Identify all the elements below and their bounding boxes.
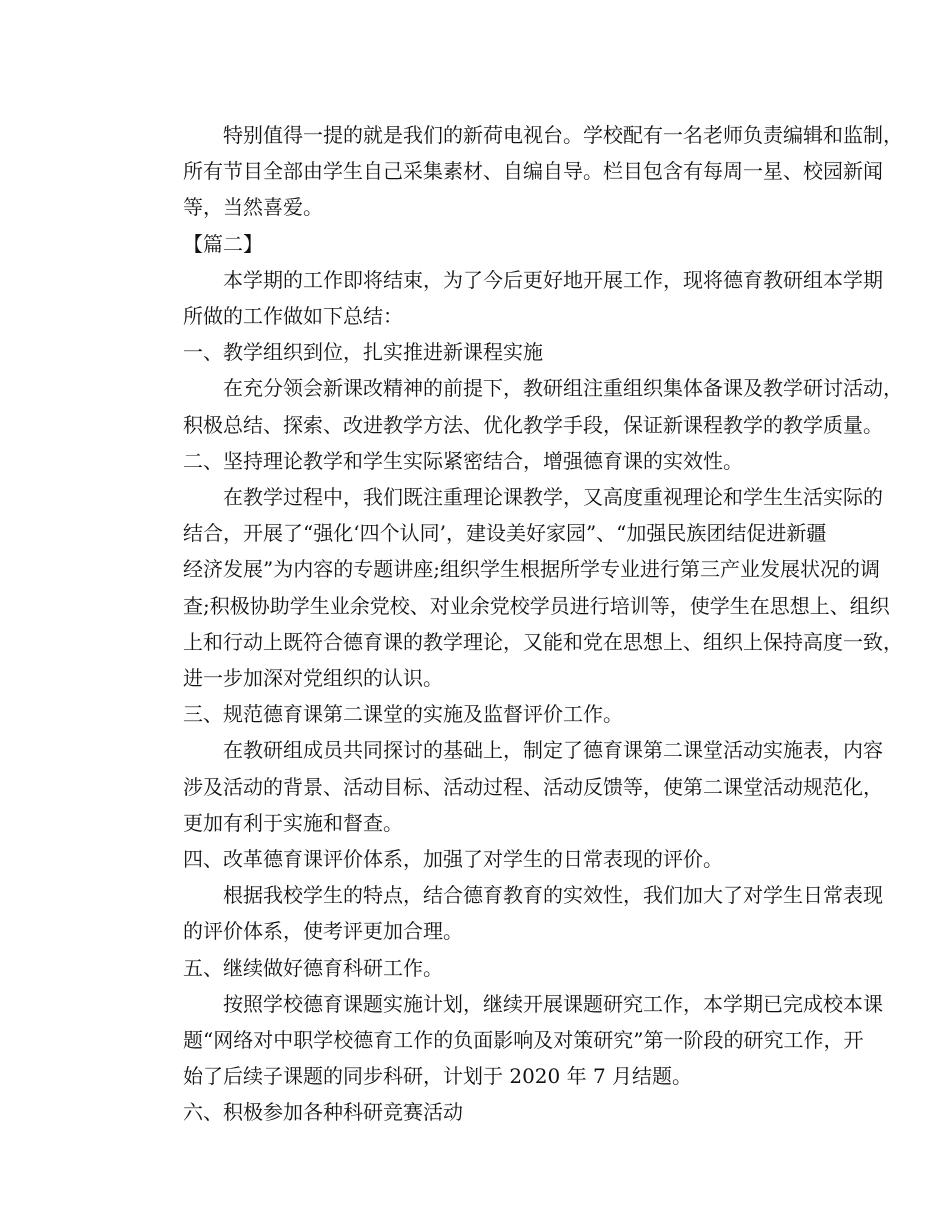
text-line: 按照学校德育课题实施计划，继续开展课题研究工作，本学期已完成校本课 [223, 991, 883, 1016]
text-line: 所做的工作做如下总结： [183, 304, 403, 329]
section-heading: 四、改革德育课评价体系，加强了对学生的日常表现的评价。 [183, 847, 723, 872]
section-heading: 一、教学组织到位，扎实推进新课程实施 [183, 340, 543, 365]
text-line: 涉及活动的背景、活动目标、活动过程、活动反馈等，使第二课堂活动规范化， [183, 774, 883, 799]
section-heading: 二、坚持理论教学和学生实际紧密结合，增强德育课的实效性。 [183, 448, 743, 473]
text-line: 上和行动上既符合德育课的教学理论，又能和党在思想上、组织上保持高度一致， [183, 629, 903, 654]
section-heading: 三、规范德育课第二课堂的实施及监督评价工作。 [183, 702, 623, 727]
text-line: 始了后续子课题的同步科研，计划于 2020 年 7 月结题。 [183, 1064, 693, 1089]
text-line: 等，当然喜爱。 [183, 195, 323, 220]
document-body [143, 117, 903, 1131]
section-heading: 六、积极参加各种科研竞赛活动 [183, 1100, 463, 1125]
text-line: 本学期的工作即将结束，为了今后更好地开展工作，现将德育教研组本学期 [223, 267, 883, 292]
text-line: 经济发展”为内容的专题讲座;组织学生根据所学专业进行第三产业发展状况的调 [183, 557, 880, 582]
paragraph [143, 262, 883, 334]
paragraph [143, 877, 883, 949]
text-line: 更加有利于实施和督查。 [183, 810, 403, 835]
text-line: 所有节目全部由学生自己采集素材、自编自导。栏目包含有每周一星、校园新闻 [183, 159, 883, 184]
paragraph [143, 370, 903, 442]
text-line: 在教学过程中，我们既注重理论课教学，又高度重视理论和学生生活实际的 [223, 485, 883, 510]
text-line: 积极总结、探索、改进教学方法、优化教学手段，保证新课程教学的教学质量。 [183, 412, 883, 437]
text-line: 的评价体系，使考评更加合理。 [183, 919, 463, 944]
section-heading: 【篇二】 [183, 231, 263, 256]
text-line: 结合，开展了“强化‘四个认同’，建设美好家园”、“加强民族团结促进新疆 [183, 521, 827, 546]
section-heading: 五、继续做好德育科研工作。 [183, 955, 443, 980]
text-line: 特别值得一提的就是我们的新荷电视台。学校配有一名老师负责编辑和监制， [223, 123, 903, 147]
text-line: 根据我校学生的特点，结合德育教育的实效性，我们加大了对学生日常表现 [223, 883, 883, 908]
text-line: 题“网络对中职学校德育工作的负面影响及对策研究”第一阶段的研究工作，开 [183, 1028, 864, 1053]
paragraph [143, 986, 883, 1095]
text-line: 在教研组成员共同探讨的基础上，制定了德育课第二课堂活动实施表，内容 [223, 738, 883, 763]
paragraph [143, 479, 903, 696]
text-line: 在充分领会新课改精神的前提下，教研组注重组织集体备课及教学研讨活动， [223, 376, 903, 401]
paragraph [143, 732, 883, 841]
text-line: 查;积极协助学生业余党校、对业余党校学员进行培训等，使学生在思想上、组织 [183, 593, 890, 618]
text-line: 进一步加深对党组织的认识。 [183, 666, 443, 691]
paragraph [143, 117, 903, 226]
